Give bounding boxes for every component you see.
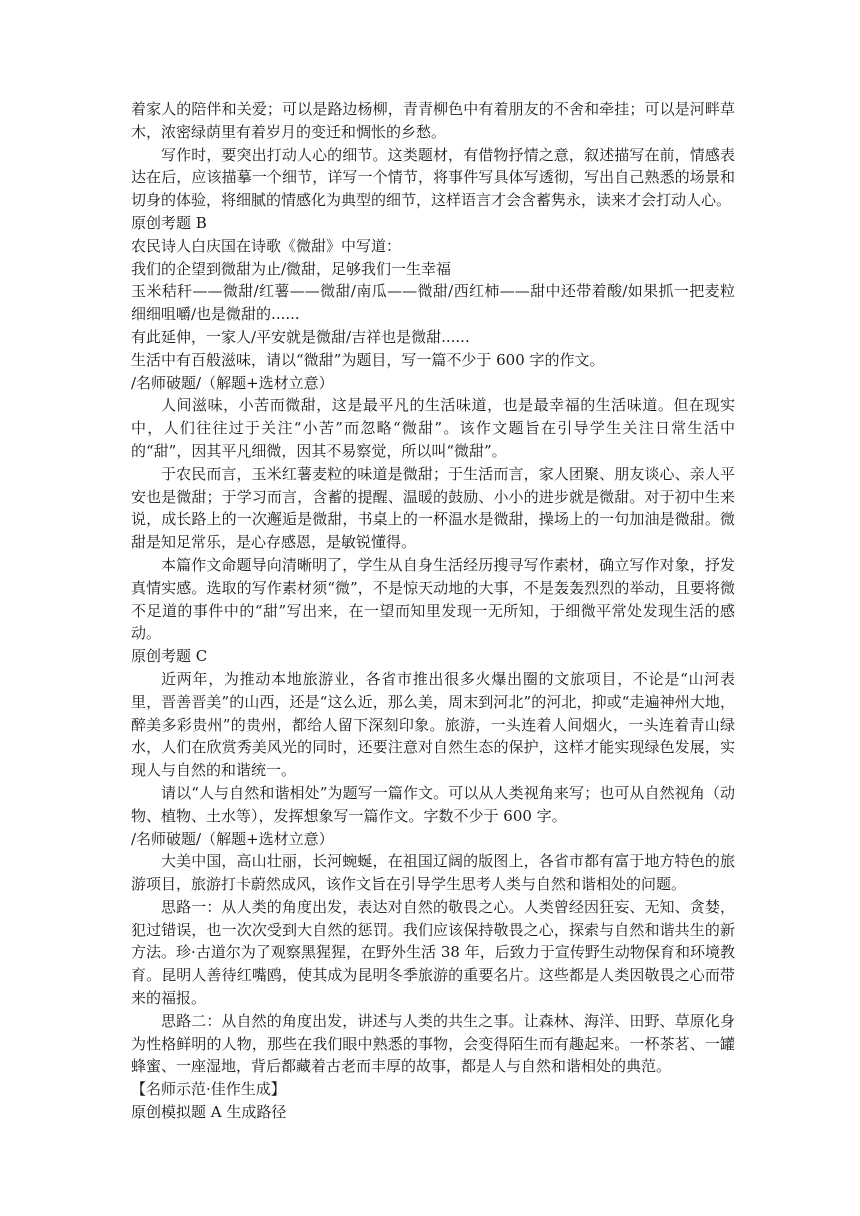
- question-c-paragraph-2: 请以“人与自然和谐相处”为题写一篇作文。可以从人类视角来写；也可从自然视角（动物、植物、土水等），发挥想象写一篇作文。字数不少于 600 字。: [131, 783, 735, 825]
- heading-original-question-c: 原创考题 C: [131, 647, 208, 666]
- heading-master-demonstration: 【名师示范·佳作生成】: [131, 1080, 286, 1099]
- master-analysis-heading-c: /名师破题/（解题+选材立意）: [131, 829, 334, 848]
- question-c-paragraph-1: 近两年，为推动本地旅游业，各省市推出很多火爆出圈的文旅项目，不论是“山河表里，晋善晋美”的山西，还是“这么近，那么美，周末到河北”的河北，抑或“走遍神州大地，醉美多彩贵州”的贵州，都给人留下深刻印象。旅游，一头连着人间烟火，一头连着青山绿水，人们在欣赏秀美风光的同时，还要注意对自然生态的保护，这样才能实现绿色发展，实现人与自然的和谐统一。: [131, 669, 735, 780]
- paragraph-closing-examples: 着家人的陪伴和关爱；可以是路边杨柳，青青柳色中有着朋友的不舍和牵挂；可以是河畔草木，浓密绿荫里有着岁月的变迁和惆怅的乡愁。: [131, 100, 735, 141]
- poem-line-2: 玉米秸秆——微甜/红薯——微甜/南瓜——微甜/西红柿——甜中还带着酸/如果抓一把麦粒细细咀嚼/也是微甜的......: [131, 282, 735, 324]
- master-analysis-heading-b: /名师破题/（解题+选材立意）: [131, 373, 334, 392]
- analysis-c-approach-1: 思路一：从人类的角度出发，表达对自然的敬畏之心。人类曾经因狂妄、无知、贪婪，犯过错误，也一次次受到大自然的惩罚。我们应该保持敬畏之心，探索与自然和谐共生的新方法。珍·古道尔为了观察黑猩猩，在野外生活 38 年，后致力于宣传野生动物保育和环境教育。昆明人善待红嘴鸥，使其成为昆明冬季旅游的重要名片。这些都是人类因敬畏之心而带来的福报。: [131, 897, 735, 1008]
- analysis-b-paragraph-2: 于农民而言，玉米红薯麦粒的味道是微甜；于生活而言，家人团聚、朋友谈心、亲人平安也是微甜；于学习而言，含蓄的提醒、温暖的鼓励、小小的进步就是微甜。对于初中生来说，成长路上的一次邂逅是微甜，书桌上的一杯温水是微甜，操场上的一句加油是微甜。微甜是知足常乐，是心存感恩，是敏锐懂得。: [131, 464, 735, 552]
- intro-poet: 农民诗人白庆国在诗歌《微甜》中写道：: [131, 236, 402, 255]
- analysis-b-paragraph-1: 人间滋味，小苦而微甜，这是最平凡的生活味道，也是最幸福的生活味道。但在现实中，人们往往过于关注“小苦”而忽略“微甜”。该作文题旨在引导学生关注日常生活中的“甜”，因其平凡细微，因其不易察觉，所以叫“微甜”。: [131, 396, 735, 460]
- analysis-c-paragraph-1: 大美中国，高山壮丽，长河蜿蜒，在祖国辽阔的版图上，各省市都有富于地方特色的旅游项目，旅游打卡蔚然成风，该作文旨在引导学生思考人类与自然和谐相处的问题。: [131, 852, 735, 894]
- analysis-b-paragraph-3: 本篇作文命题导向清晰明了，学生从自身生活经历搜寻写作素材，确立写作对象，抒发真情实感。选取的写作素材须“微”，不是惊天动地的大事，不是轰轰烈烈的举动，且要将微不足道的事件中的“甜”写出来，在一望而知里发现一无所知，于细微平常处发现生活的感动。: [131, 555, 735, 643]
- poem-line-3: 有此延伸，一家人/平安就是微甜/吉祥也是微甜......: [131, 327, 470, 346]
- poem-line-1: 我们的企望到微甜为止/微甜，足够我们一生幸福: [131, 259, 452, 278]
- prompt-b: 生活中有百般滋味，请以“微甜”为题目，写一篇不少于 600 字的作文。: [131, 350, 605, 369]
- analysis-c-approach-2: 思路二：从自然的角度出发，讲述与人类的共生之事。让森林、海洋、田野、草原化身为性格鲜明的人物，那些在我们眼中熟悉的事物，会变得陌生而有趣起来。一杯茶茗、一罐蜂蜜、一座湿地，背后都藏着古老而丰厚的故事，都是人与自然和谐相处的典范。: [131, 1011, 735, 1076]
- document-page: [131, 98, 735, 1124]
- heading-original-question-b: 原创考题 B: [131, 213, 207, 232]
- heading-mock-question-a: 原创模拟题 A 生成路径: [131, 1103, 287, 1122]
- paragraph-writing-advice: 写作时，要突出打动人心的细节。这类题材，有借物抒情之意，叙述描写在前，情感表达在后，应该描摹一个细节，详写一个情节，将事件写具体写透彻，写出自己熟悉的场景和切身的体验，将细腻的情感化为典型的细节，这样语言才会含蓄隽永，读来才会打动人心。: [131, 145, 735, 210]
